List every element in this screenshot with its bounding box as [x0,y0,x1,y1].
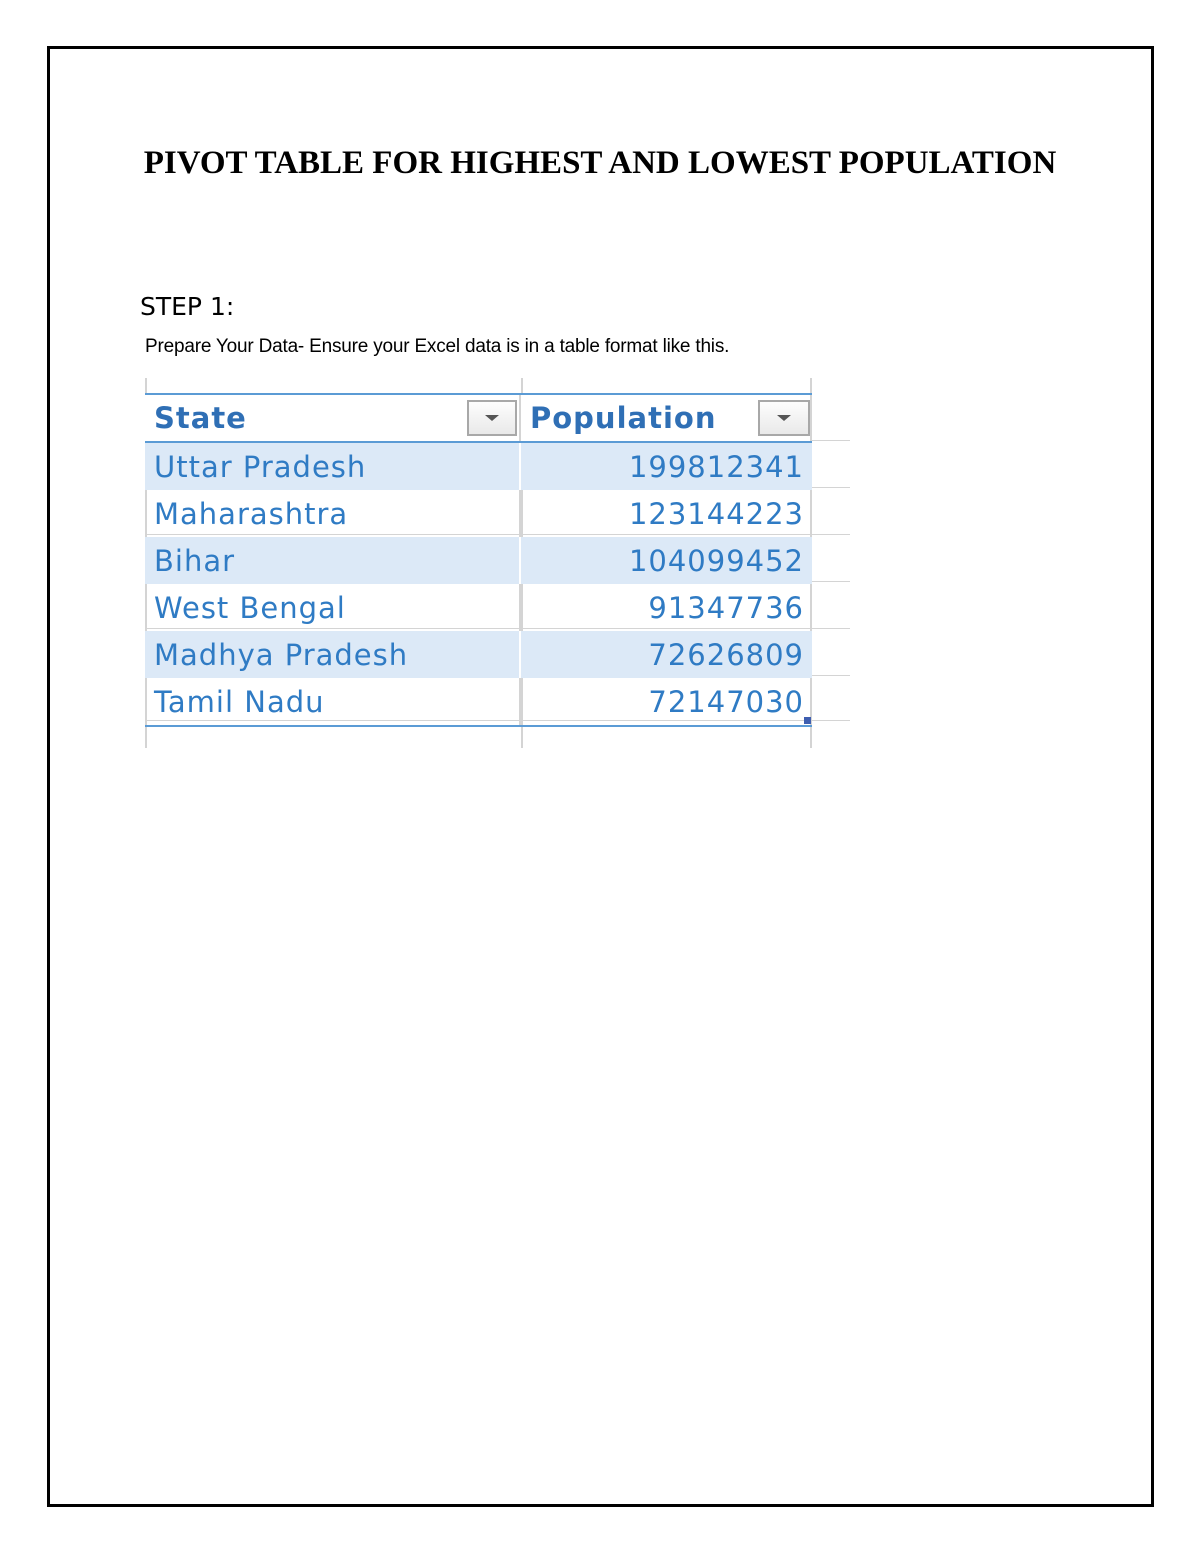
state-cell[interactable] [145,631,521,678]
dropdown-arrow-icon [485,415,499,421]
table-row [145,490,812,537]
state-value: Bihar [154,543,236,578]
table-row [145,678,812,727]
document-title: PIVOT TABLE FOR HIGHEST AND LOWEST POPULATION [143,145,1057,181]
state-cell[interactable] [145,678,521,725]
header-label-state: State [154,401,247,435]
state-cell[interactable] [145,443,521,490]
table-row [145,631,812,678]
table-row [145,537,812,584]
population-cell[interactable] [521,490,812,537]
population-value: 72626809 [648,637,804,672]
step-heading: STEP 1: [140,292,235,321]
table-header-row [145,393,812,443]
header-label-population: Population [530,401,717,435]
spreadsheet-excerpt [145,378,850,748]
excel-table [145,393,812,727]
population-value: 123144223 [628,496,804,531]
state-value: Madhya Pradesh [154,637,409,672]
table-row [145,584,812,631]
header-cell-state[interactable] [145,395,521,441]
step-description: Prepare Your Data- Ensure your Excel data is in a table format like this. [145,336,730,357]
population-value: 104099452 [628,543,804,578]
population-cell[interactable] [521,584,812,631]
population-cell[interactable] [521,443,812,490]
population-cell[interactable] [521,631,812,678]
table-resize-handle[interactable] [804,717,811,724]
state-cell[interactable] [145,490,521,537]
filter-button-population[interactable] [758,400,810,436]
state-cell[interactable] [145,537,521,584]
state-value: Maharashtra [154,496,349,531]
state-value: West Bengal [154,590,346,625]
state-value: Tamil Nadu [154,684,325,719]
dropdown-arrow-icon [777,415,791,421]
header-cell-population[interactable] [521,395,812,441]
page-border [47,46,1154,1507]
population-cell[interactable] [521,537,812,584]
state-value: Uttar Pradesh [154,449,367,484]
population-value: 91347736 [648,590,804,625]
population-value: 72147030 [648,684,804,719]
filter-button-state[interactable] [467,400,517,436]
table-row [145,443,812,490]
state-cell[interactable] [145,584,521,631]
population-value: 199812341 [628,449,804,484]
population-cell[interactable] [521,678,812,725]
